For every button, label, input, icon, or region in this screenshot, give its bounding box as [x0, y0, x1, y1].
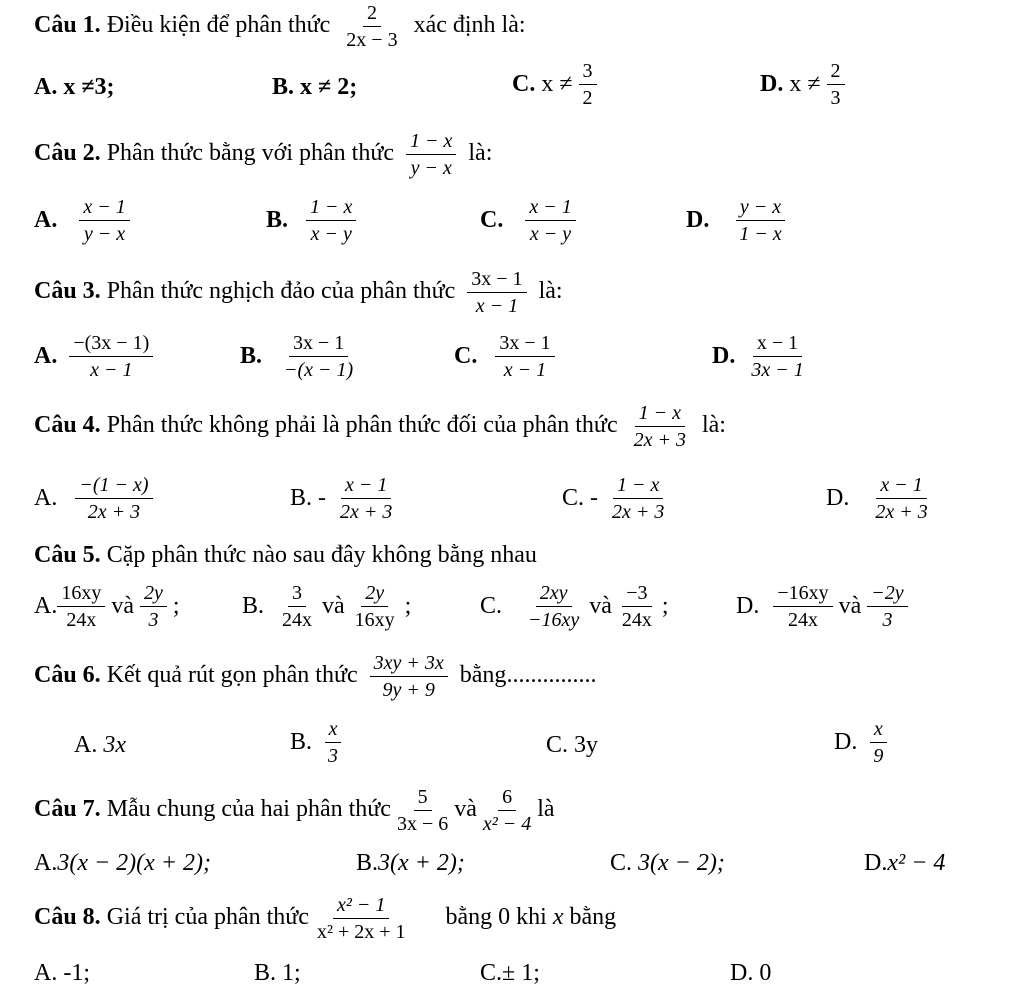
q6-fraction: $\frac{3xy + 3x}{9y + 9}$: [370, 652, 448, 701]
q5-text: Cặp phân thức nào sau đây không bằng nhau: [100, 542, 537, 568]
q4-option-b[interactable]: B. - $\frac{x - 1}{2x + 3}$: [290, 474, 393, 523]
q8-text: Giá trị của phân thức: [100, 904, 309, 931]
q2-text: Phân thức bằng với phân thức: [100, 140, 395, 167]
q5-option-b[interactable]: B. $\frac{3}{24x}$ và $\frac{2y}{16xy}$ ;: [242, 582, 412, 631]
q2-label: Câu 2.: [34, 140, 101, 167]
q2-option-b[interactable]: B. $\frac{1 - x}{x - y}$: [266, 196, 362, 245]
q8-text-end: bằng: [569, 904, 617, 931]
question-7: [34, 786, 555, 835]
q4-text-after: là:: [701, 412, 726, 439]
q1-text: Điều kiện để phân thức: [100, 12, 331, 39]
q2-option-a[interactable]: A. $\frac{x - 1}{y - x}$: [34, 196, 136, 245]
q1-fraction: $\frac{2}{2x - 3}$: [346, 2, 398, 51]
q8-var: x: [552, 904, 564, 931]
q8-option-b[interactable]: B. 1;: [254, 960, 301, 986]
q2-text-after: là:: [468, 140, 493, 167]
q3-fraction: $\frac{3x - 1}{x - 1}$: [467, 268, 526, 317]
q3-text-after: là:: [538, 278, 563, 305]
q6-option-a[interactable]: A. 3x: [74, 732, 126, 758]
q2-option-d[interactable]: D. $\frac{y - x}{1 - x}$: [686, 196, 792, 245]
q3-option-d[interactable]: D. $\frac{x - 1}{3x - 1}$: [712, 332, 804, 381]
q2-option-c[interactable]: C. $\frac{x - 1}{x - y}$: [480, 196, 582, 245]
q1-option-b[interactable]: B. x ≠ 2;: [272, 74, 358, 100]
q4-option-c[interactable]: C. - $\frac{1 - x}{2x + 3}$: [562, 474, 665, 523]
question-1: [34, 2, 526, 51]
q1-text-after: xác định là:: [413, 12, 526, 39]
q1-option-c[interactable]: C. x ≠ $\frac{3}{2}$: [512, 60, 603, 109]
q8-label: Câu 8.: [34, 904, 101, 931]
q8-option-d[interactable]: D. 0: [730, 960, 772, 986]
question-8: [34, 894, 616, 943]
q4-label: Câu 4.: [34, 412, 101, 439]
q8-option-a[interactable]: A. -1;: [34, 960, 91, 986]
q3-label: Câu 3.: [34, 278, 101, 305]
q7-label: Câu 7.: [34, 796, 101, 823]
q7-option-d[interactable]: D.x² − 4: [864, 850, 946, 876]
q8-option-c[interactable]: C.± 1;: [480, 960, 540, 986]
q1-label: Câu 1.: [34, 12, 101, 39]
q6-option-b[interactable]: B. $\frac{x}{3}$: [290, 718, 348, 767]
q5-option-c[interactable]: C. $\frac{2xy}{-16xy}$ và $\frac{-3}{24x}$ ;: [480, 582, 669, 631]
q6-text-after: bằng: [459, 662, 507, 689]
question-3: [34, 268, 563, 317]
q7-option-c[interactable]: C. 3(x − 2);: [610, 850, 725, 876]
q6-text: Kết quả rút gọn phân thức: [100, 662, 358, 689]
q3-option-b[interactable]: B. $\frac{3x - 1}{-(x - 1)}$: [240, 332, 354, 381]
q7-fraction-1: $\frac{5}{3x - 6}$: [396, 786, 449, 835]
q6-option-c[interactable]: C. 3y: [546, 732, 599, 758]
q4-option-a[interactable]: A. $\frac{-(1 - x)}{2x + 3}$: [34, 474, 159, 523]
q8-fraction: $\frac{\text{x² − 1}}{\text{x² + 2x + 1}}$: [316, 894, 406, 943]
q7-fraction-2: $\frac{6}{\text{x² − 4}}$: [482, 786, 532, 835]
q1-option-d[interactable]: D. x ≠ $\frac{2}{3}$: [760, 60, 851, 109]
q6-option-d[interactable]: D. $\frac{x}{9}$: [834, 718, 893, 767]
q7-conj: và: [454, 796, 477, 823]
q7-option-a[interactable]: A.3(x − 2)(x + 2);: [34, 850, 211, 876]
q5-label: Câu 5.: [34, 542, 101, 568]
q4-option-d[interactable]: D. $\frac{x - 1}{2x + 3}$: [826, 474, 928, 523]
q7-option-b[interactable]: B.3(x + 2);: [356, 850, 465, 876]
q4-text: Phân thức không phải là phân thức đối của phân thức: [100, 412, 618, 439]
q6-label: Câu 6.: [34, 662, 101, 689]
q7-text-after: là: [537, 796, 555, 823]
question-2: [34, 130, 492, 179]
q1-option-a[interactable]: A. x ≠3;: [34, 74, 115, 100]
q3-option-a[interactable]: A. $\frac{-(3x - 1)}{x - 1}$: [34, 332, 159, 381]
q3-text: Phân thức nghịch đảo của phân thức: [100, 278, 456, 305]
q7-text: Mẫu chung của hai phân thức: [100, 796, 391, 823]
q2-fraction: $\frac{1 - x}{y - x}$: [406, 130, 456, 179]
question-6: [34, 652, 596, 701]
q3-option-c[interactable]: C. $\frac{3x - 1}{x - 1}$: [454, 332, 561, 381]
q5-option-d[interactable]: D. $\frac{-16xy}{24x}$ và $\frac{-2y}{3}$: [736, 582, 914, 631]
question-5: [34, 542, 537, 569]
question-4: [34, 402, 726, 451]
q4-fraction: $\frac{1 - x}{2x + 3}$: [633, 402, 686, 451]
q6-dots: ...............: [506, 662, 597, 689]
q8-text-after: bằng 0 khi: [445, 904, 547, 931]
q5-option-a[interactable]: A. $\frac{16xy}{24x}$ và $\frac{2y}{3}$ ;: [34, 582, 180, 631]
